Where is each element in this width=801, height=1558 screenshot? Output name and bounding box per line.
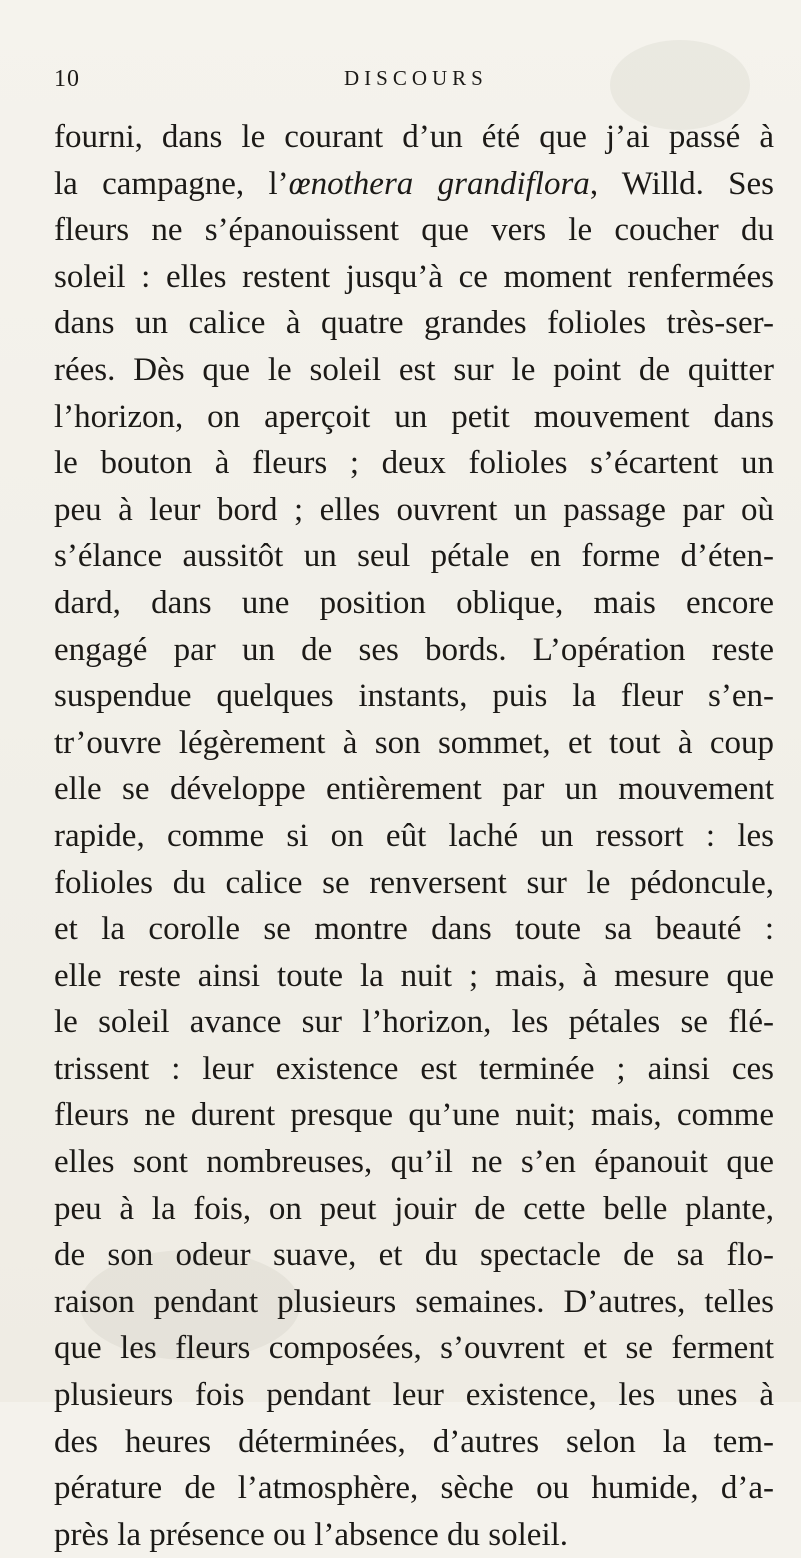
body-text bbox=[54, 114, 774, 1558]
text-line-segment: plusieurs fois pendant leur existence, les unes à bbox=[54, 1377, 774, 1414]
text-line-segment: suspendue quelques instants, puis la fleur s’en- bbox=[54, 678, 774, 715]
text-line-segment: soleil : elles restent jusqu’à ce moment renfermées bbox=[54, 258, 774, 295]
text-line bbox=[54, 487, 774, 534]
text-line-segment: peu à leur bord ; elles ouvrent un passage par où bbox=[54, 491, 774, 528]
text-line-segment: trissent : leur existence est terminée ; ainsi ces bbox=[54, 1050, 774, 1087]
text-line bbox=[54, 1465, 774, 1512]
text-line-segment: peu à la fois, on peut jouir de cette belle plante, bbox=[54, 1190, 774, 1227]
page-number: 10 bbox=[54, 66, 80, 92]
text-line-segment: folioles du calice se renversent sur le pédoncule, bbox=[54, 864, 774, 901]
running-head bbox=[0, 66, 801, 96]
text-line bbox=[54, 1372, 774, 1419]
text-line bbox=[54, 1139, 774, 1186]
text-line bbox=[54, 1186, 774, 1233]
text-line bbox=[54, 953, 774, 1000]
text-line-segment: tr’ouvre légèrement à son sommet, et tout à coup bbox=[54, 724, 774, 761]
text-line-segment: rées. Dès que le soleil est sur le point de quitter bbox=[54, 351, 774, 388]
text-line-segment: dard, dans une position oblique, mais encore bbox=[54, 584, 774, 621]
text-line bbox=[54, 533, 774, 580]
text-line bbox=[54, 720, 774, 767]
text-line bbox=[54, 207, 774, 254]
text-line bbox=[54, 1279, 774, 1326]
italic-species-name: œnothera grandiflora bbox=[288, 165, 590, 202]
text-line bbox=[54, 673, 774, 720]
text-line-segment: raison pendant plusieurs semaines. D’autres, telles bbox=[54, 1283, 774, 1320]
text-line bbox=[54, 300, 774, 347]
text-line-segment: rapide, comme si on eût laché un ressort : les bbox=[54, 817, 774, 854]
text-line bbox=[54, 1046, 774, 1093]
text-line-segment: , Willd. Ses bbox=[589, 165, 775, 202]
text-line bbox=[54, 813, 774, 860]
text-line bbox=[54, 1092, 774, 1139]
text-line-segment: fleurs ne s’épanouissent que vers le coucher du bbox=[54, 212, 774, 249]
text-line-segment: et la corolle se montre dans toute sa beauté : bbox=[54, 911, 774, 948]
text-line-segment: elle reste ainsi toute la nuit ; mais, à mesure que bbox=[54, 957, 774, 994]
text-line bbox=[54, 1325, 774, 1372]
text-line bbox=[54, 254, 774, 301]
text-line bbox=[54, 347, 774, 394]
text-line-segment: dans un calice à quatre grandes folioles très-ser- bbox=[54, 305, 774, 342]
text-line bbox=[54, 161, 774, 208]
running-title: DISCOURS bbox=[344, 66, 488, 90]
text-line-segment: que les fleurs composées, s’ouvrent et se ferment bbox=[54, 1330, 774, 1367]
text-line bbox=[54, 440, 774, 487]
text-line-segment: engagé par un de ses bords. L’opération reste bbox=[54, 631, 774, 668]
text-line bbox=[54, 906, 774, 953]
text-line-segment: de son odeur suave, et du spectacle de sa flo- bbox=[54, 1237, 774, 1274]
text-line bbox=[54, 1512, 774, 1558]
text-line bbox=[54, 999, 774, 1046]
text-line-segment: près la présence ou l’absence du soleil. bbox=[54, 1516, 569, 1553]
text-line-segment: elle se développe entièrement par un mouvement bbox=[54, 771, 774, 808]
text-line-segment: pérature de l’atmosphère, sèche ou humide, d’a- bbox=[54, 1470, 774, 1507]
text-line-segment: la campagne, l’ bbox=[54, 165, 289, 202]
text-line-segment: le soleil avance sur l’horizon, les pétales se flé- bbox=[54, 1004, 774, 1041]
text-line-segment: le bouton à fleurs ; deux folioles s’écartent un bbox=[54, 445, 774, 482]
text-line-segment: elles sont nombreuses, qu’il ne s’en épanouit que bbox=[54, 1144, 774, 1181]
text-line bbox=[54, 1232, 774, 1279]
text-line-segment: fleurs ne durent presque qu’une nuit; mais, comme bbox=[54, 1097, 774, 1134]
text-line bbox=[54, 1419, 774, 1466]
text-line bbox=[54, 860, 774, 907]
text-line bbox=[54, 766, 774, 813]
text-line-segment: des heures déterminées, d’autres selon la tem- bbox=[54, 1423, 774, 1460]
text-line bbox=[54, 580, 774, 627]
text-line bbox=[54, 114, 774, 161]
text-line-segment: fourni, dans le courant d’un été que j’ai passé à bbox=[54, 119, 774, 155]
text-line-segment: l’horizon, on aperçoit un petit mouvement dans bbox=[54, 398, 774, 435]
text-line-segment: s’élance aussitôt un seul pétale en forme d’éten- bbox=[54, 538, 774, 575]
text-line bbox=[54, 394, 774, 441]
text-line bbox=[54, 627, 774, 674]
